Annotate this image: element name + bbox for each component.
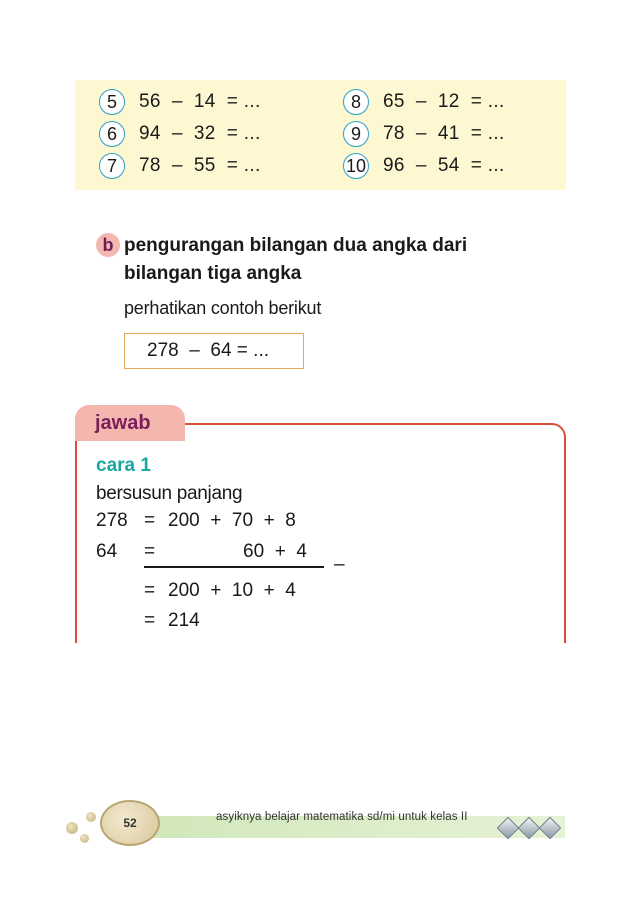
section-b-badge: b	[96, 233, 120, 257]
section-b-title-line2: bilangan tiga angka	[124, 263, 302, 284]
decorative-dot	[66, 822, 78, 834]
exercise-row	[99, 152, 261, 180]
exercise-row	[99, 120, 261, 148]
exercise-row	[343, 120, 505, 148]
exercise-problem: 94 – 32 = ...	[139, 123, 261, 144]
calc-row3-expr: 200 + 10 + 4	[168, 580, 296, 601]
calc-row2-expr: 60 + 4	[243, 541, 307, 562]
calc-row4-result: 214	[168, 610, 200, 631]
calc-row2-left: 64	[96, 541, 118, 562]
decorative-dot	[86, 812, 96, 822]
method-title: cara 1	[96, 455, 151, 476]
calc-row2-eq: =	[144, 541, 156, 562]
exercise-row	[343, 88, 505, 116]
exercise-problem: 78 – 41 = ...	[383, 123, 505, 144]
section-b-intro: perhatikan contoh berikut	[124, 298, 322, 318]
exercise-problem: 56 – 14 = ...	[139, 91, 261, 112]
exercise-number: 6	[99, 121, 125, 147]
exercise-number: 10	[343, 153, 369, 179]
decorative-dot	[80, 834, 89, 843]
exercise-number: 9	[343, 121, 369, 147]
exercise-problem: 96 – 54 = ...	[383, 155, 505, 176]
calc-row1-left: 278	[96, 510, 128, 531]
method-name: bersusun panjang	[96, 483, 243, 504]
exercise-row	[99, 88, 261, 116]
calc-row4-eq: =	[144, 610, 156, 631]
calc-row3-eq: =	[144, 580, 156, 601]
jawab-tab: jawab	[75, 405, 185, 441]
exercise-number: 7	[99, 153, 125, 179]
subtraction-sign: –	[334, 554, 345, 575]
exercise-number: 8	[343, 89, 369, 115]
section-b-title-line1: pengurangan bilangan dua angka dari	[124, 235, 468, 256]
example-box: 278 – 64 = ...	[124, 333, 304, 369]
section-b-title	[124, 232, 544, 288]
footer-book-title: asyiknya belajar matematika sd/mi untuk kelas II	[216, 811, 468, 823]
exercise-problem: 65 – 12 = ...	[383, 91, 505, 112]
exercise-box	[75, 80, 566, 190]
exercise-row	[343, 152, 505, 180]
calc-row1-expr: 200 + 70 + 8	[168, 510, 296, 531]
page-number: 52	[100, 800, 160, 846]
calc-row1-eq: =	[144, 510, 156, 531]
exercise-problem: 78 – 55 = ...	[139, 155, 261, 176]
sum-line	[144, 566, 324, 568]
exercise-number: 5	[99, 89, 125, 115]
